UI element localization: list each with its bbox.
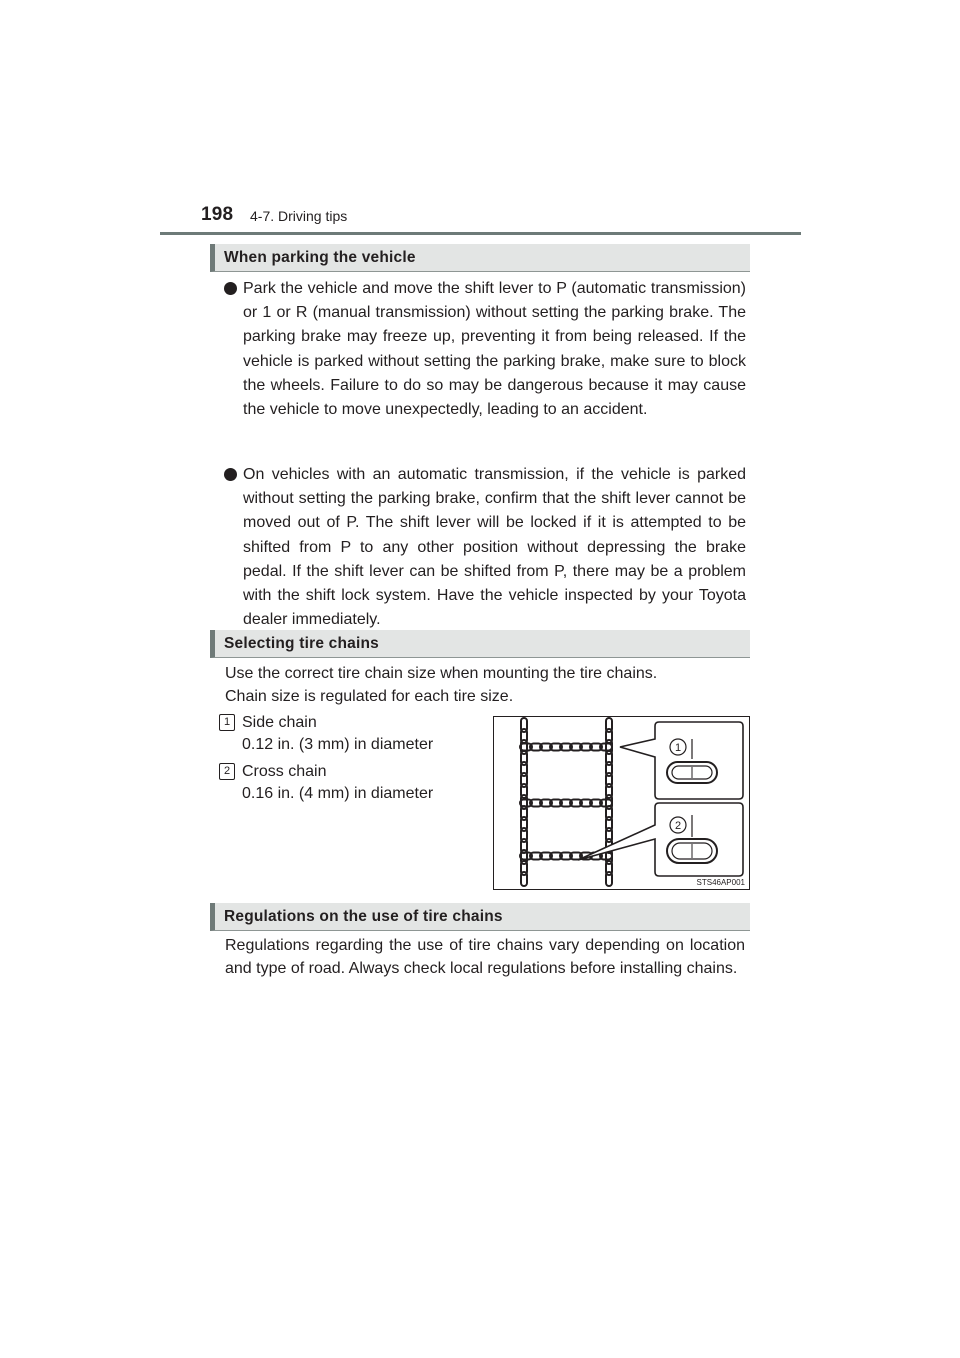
callout-text (242, 761, 433, 805)
heading-chains: Selecting tire chains (210, 630, 750, 658)
chains-intro (225, 663, 745, 708)
callout-item-side-chain (219, 712, 433, 756)
cross-chain-middle (520, 800, 612, 807)
bullet-item (224, 463, 746, 632)
section-label: 4-7. Driving tips (250, 208, 348, 224)
callout-box-cross-chain (578, 803, 743, 876)
figure-code: STS46AP001 (696, 878, 745, 887)
bullet-text: On vehicles with an automatic transmission, if the vehicle is parked without setting the parking brake, confirm that the shift lever cannot be moved out of P. The shift lever will be locked if it is attempted to be shifted from P to any other position without depressing the brake pedal. If the shift lever can be shifted from P, there may be a problem with the shift lock system. Have the vehicle inspected by your Toyota dealer immediately. (243, 466, 746, 629)
tire-chain-illustration (494, 717, 749, 889)
tire-chain-figure (493, 716, 750, 890)
figure-callout-number: 1 (674, 742, 682, 754)
callout-item-cross-chain (219, 761, 433, 805)
bullet-dot (224, 468, 237, 481)
header-rule (160, 232, 801, 235)
callout-spec: 0.12 in. (3 mm) in diameter (242, 736, 434, 753)
cross-chain-top (520, 744, 612, 751)
bullet-item (224, 277, 746, 422)
page-number: 198 (201, 204, 234, 225)
heading-parking: When parking the vehicle (210, 244, 750, 272)
heading-regulations: Regulations on the use of tire chains (210, 903, 750, 931)
bullet-text: Park the vehicle and move the shift lever to P (automatic transmission) or 1 or R (manual transmission) without setting the parking brake. The parking brake may freeze up, preventing it from being released. If the vehicle is parked without setting the parking brake, make sure to block the wheels. Failure to do so may be dangerous because it may cause the vehicle to move unexpectedly, leading to an accident. (243, 280, 746, 419)
callout-spec: 0.16 in. (4 mm) in diameter (242, 785, 434, 802)
callout-text (242, 712, 433, 756)
callout-box-side-chain (620, 722, 743, 799)
bullet-dot (224, 282, 237, 295)
intro-line: Chain size is regulated for each tire size. (225, 687, 514, 705)
callout-number-badge: 2 (219, 763, 235, 780)
callout-label: Cross chain (242, 763, 327, 780)
callout-label: Side chain (242, 714, 317, 731)
intro-line: Use the correct tire chain size when mounting the tire chains. (225, 665, 658, 682)
callout-number-badge: 1 (219, 714, 235, 731)
figure-callout-number: 2 (674, 820, 682, 832)
regulations-text: Regulations regarding the use of tire chains vary depending on location and type of road. Always check local regulations before installing chains. (225, 937, 745, 977)
